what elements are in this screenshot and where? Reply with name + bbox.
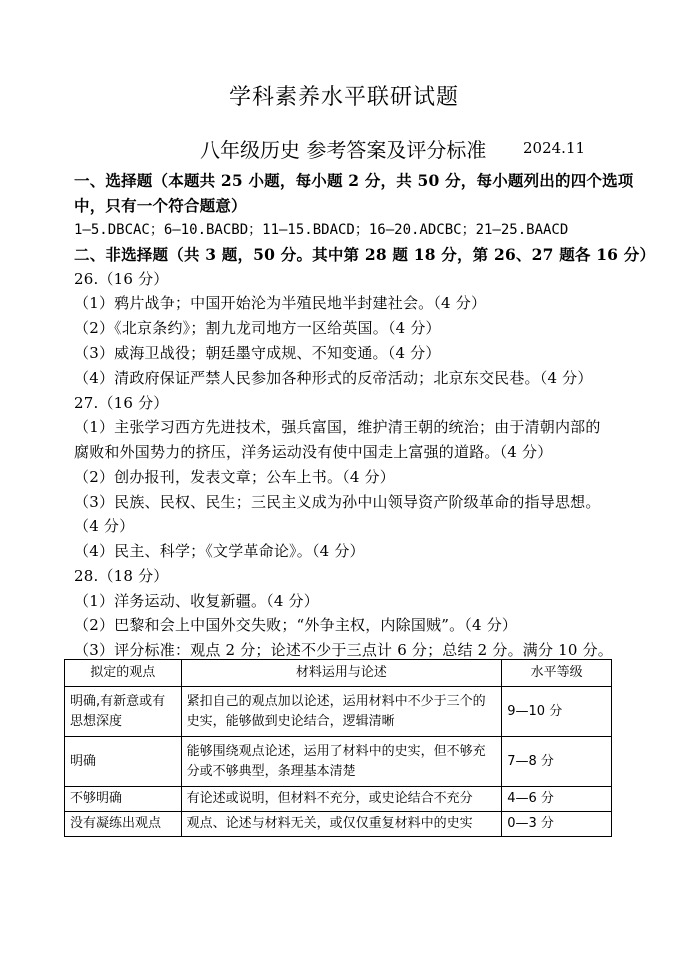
q27-label: 27.（16 分） bbox=[74, 394, 169, 412]
rubric-material: 观点、论述与材料无关，或仅仅重复材料中的史实 bbox=[181, 812, 502, 837]
section1-heading-line1: 一、选择题（本题共 25 小题，每小题 2 分，共 50 分，每小题列出的四个选项 bbox=[74, 171, 634, 190]
q27-item-3-line1: （3）民族、民权、民生；三民主义成为孙中山领导资产阶级革命的指导思想。 bbox=[74, 493, 601, 511]
rubric-level: 7—8 分 bbox=[502, 737, 612, 787]
q26-item-3: （3）威海卫战役；朝廷墨守成规、不知变通。（4 分） bbox=[74, 344, 441, 362]
rubric-header-view: 拟定的观点 bbox=[65, 660, 182, 687]
q28-item-1: （1）洋务运动、收复新疆。（4 分） bbox=[74, 592, 319, 610]
rubric-material: 有论述或说明，但材料不充分，或史论结合不充分 bbox=[181, 787, 502, 812]
rubric-table bbox=[64, 659, 612, 837]
q26-item-2: （2）《北京条约》；割九龙司地方一区给英国。（4 分） bbox=[74, 319, 441, 337]
q27-item-4: （4）民主、科学；《文学革命论》。（4 分） bbox=[74, 542, 365, 560]
section2-heading: 二、非选择题（共 3 题，50 分。其中第 28 题 18 分，第 26、27 题各 16 分） bbox=[74, 245, 656, 264]
q27-item-2: （2）创办报刊，发表文章；公车上书。（4 分） bbox=[74, 468, 395, 486]
q26-item-4: （4）清政府保证严禁人民参加各种形式的反帝活动；北京东交民巷。（4 分） bbox=[74, 369, 593, 387]
rubric-header-row bbox=[65, 660, 612, 687]
q26-label: 26.（16 分） bbox=[74, 270, 169, 288]
rubric-header-material: 材料运用与论述 bbox=[181, 660, 502, 687]
rubric-row bbox=[65, 687, 612, 737]
rubric-view: 明确,有新意或有思想深度 bbox=[65, 687, 182, 737]
rubric-header-level: 水平等级 bbox=[502, 660, 612, 687]
q26-item-1: （1）鸦片战争；中国开始沦为半殖民地半封建社会。（4 分） bbox=[74, 294, 487, 312]
page-subtitle: 八年级历史 参考答案及评分标准 bbox=[200, 138, 487, 162]
q28-item-3: （3）评分标准：观点 2 分；论述不少于三点计 6 分；总结 2 分。满分 10 分。 bbox=[74, 641, 614, 659]
section1-heading-line2: 中，只有一个符合题意） bbox=[74, 196, 247, 215]
q27-item-1-line1: （1）主张学习西方先进技术，强兵富国，维护清王朝的统治；由于清朝内部的 bbox=[74, 418, 601, 436]
rubric-row bbox=[65, 787, 612, 812]
rubric-row bbox=[65, 737, 612, 787]
rubric-material: 紧扣自己的观点加以论述，运用材料中不少于三个的史实，能够做到史论结合，逻辑清晰 bbox=[181, 687, 502, 737]
rubric-material: 能够围绕观点论述，运用了材料中的史实，但不够充分或不够典型，条理基本清楚 bbox=[181, 737, 502, 787]
page-title: 学科素养水平联研试题 bbox=[228, 85, 459, 110]
exam-date: 2024.11 bbox=[523, 139, 586, 157]
q27-item-1-line2: 腐败和外国势力的挤压，洋务运动没有使中国走上富强的道路。（4 分） bbox=[74, 443, 553, 461]
q28-item-2: （2）巴黎和会上中国外交失败；“外争主权，内除国贼”。（4 分） bbox=[74, 616, 518, 634]
rubric-view: 明确 bbox=[65, 737, 182, 787]
rubric-level: 9—10 分 bbox=[502, 687, 612, 737]
q28-label: 28.（18 分） bbox=[74, 567, 169, 585]
rubric-level: 4—6 分 bbox=[502, 787, 612, 812]
rubric-row bbox=[65, 812, 612, 837]
q27-item-3-line2: （4 分） bbox=[74, 517, 135, 535]
section1-answers: 1—5.DBCAC；6—10.BACBD；11—15.BDACD；16—20.ADCBC；21—25.BAACD bbox=[74, 222, 569, 238]
rubric-level: 0—3 分 bbox=[502, 812, 612, 837]
rubric-view: 没有凝练出观点 bbox=[65, 812, 182, 837]
rubric-view: 不够明确 bbox=[65, 787, 182, 812]
